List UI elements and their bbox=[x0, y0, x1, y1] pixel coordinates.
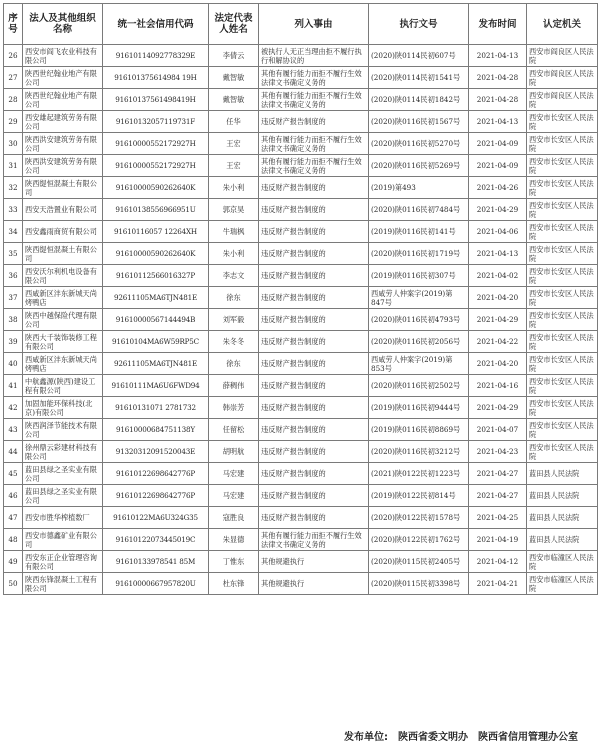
row-index: 50 bbox=[4, 573, 23, 595]
entity-name: 徐州鼎云彩建材科技有限公司 bbox=[23, 441, 103, 463]
row-index: 36 bbox=[4, 265, 23, 287]
publish-date: 2021-04-09 bbox=[469, 155, 527, 177]
credit-code: 91610000552172927H bbox=[103, 133, 209, 155]
credit-code: 91610116057 12264XH bbox=[103, 221, 209, 243]
row-index: 27 bbox=[4, 67, 23, 89]
row-index: 44 bbox=[4, 441, 23, 463]
listing-reason: 违反财产报告制度的 bbox=[259, 331, 369, 353]
doc-number: 西咸劳人仲案字(2019)第847号 bbox=[369, 287, 469, 309]
legal-rep: 朱显德 bbox=[209, 529, 259, 551]
entity-name: 西安市阎飞农业科技有限公司 bbox=[23, 45, 103, 67]
doc-number: (2019)陕0116民初307号 bbox=[369, 265, 469, 287]
listing-reason: 违反财产报告制度的 bbox=[259, 111, 369, 133]
credit-code: 91610122MA6U324G35 bbox=[103, 507, 209, 529]
entity-name: 西安鑫雨商贸有限公司 bbox=[23, 221, 103, 243]
publish-date: 2021-04-29 bbox=[469, 397, 527, 419]
table-row bbox=[4, 111, 598, 133]
listing-reason: 违反财产报告制度的 bbox=[259, 287, 369, 309]
authority: 西安市阎良区人民法院 bbox=[527, 89, 598, 111]
listing-reason: 其他有履行能力而拒不履行生效法律文书确定义务的 bbox=[259, 529, 369, 551]
doc-number: (2020)陕0115民初2405号 bbox=[369, 551, 469, 573]
credit-code: 91610112566016327P bbox=[103, 265, 209, 287]
authority: 西安市长安区人民法院 bbox=[527, 155, 598, 177]
authority: 蓝田县人民法院 bbox=[527, 507, 598, 529]
doc-number: (2020)陕0122民初1578号 bbox=[369, 507, 469, 529]
row-index: 30 bbox=[4, 133, 23, 155]
authority: 蓝田县人民法院 bbox=[527, 529, 598, 551]
publish-date: 2021-04-22 bbox=[469, 331, 527, 353]
legal-rep: 韩崇芳 bbox=[209, 397, 259, 419]
credit-code: 916101375614984 19H bbox=[103, 67, 209, 89]
row-index: 43 bbox=[4, 419, 23, 441]
listing-reason: 违反财产报告制度的 bbox=[259, 485, 369, 507]
credit-code: 91610000590262640K bbox=[103, 243, 209, 265]
authority: 西安市临潼区人民法院 bbox=[527, 551, 598, 573]
header-credit-code: 统一社会信用代码 bbox=[103, 4, 209, 45]
row-index: 31 bbox=[4, 155, 23, 177]
entity-name: 陕西世纪翰业地产有限公司 bbox=[23, 89, 103, 111]
publish-date: 2021-04-20 bbox=[469, 287, 527, 309]
listing-reason: 违反财产报告制度的 bbox=[259, 199, 369, 221]
table-row bbox=[4, 45, 598, 67]
publish-date: 2021-04-06 bbox=[469, 221, 527, 243]
listing-reason: 其他有履行能力而拒不履行生效法律文书确定义务的 bbox=[259, 89, 369, 111]
publish-date: 2021-04-07 bbox=[469, 419, 527, 441]
legal-rep: 戴智敏 bbox=[209, 89, 259, 111]
listing-reason: 违反财产报告制度的 bbox=[259, 221, 369, 243]
legal-rep: 李倩云 bbox=[209, 45, 259, 67]
legal-rep: 马宏建 bbox=[209, 485, 259, 507]
doc-number: (2020)陕0116民初5270号 bbox=[369, 133, 469, 155]
credit-code: 91610137561498419H bbox=[103, 89, 209, 111]
row-index: 33 bbox=[4, 199, 23, 221]
table-row bbox=[4, 375, 598, 397]
entity-name: 陕西大千装饰装修工程有限公司 bbox=[23, 331, 103, 353]
publish-date: 2021-04-29 bbox=[469, 199, 527, 221]
table-row bbox=[4, 507, 598, 529]
publisher-footer bbox=[344, 728, 578, 743]
legal-rep: 徐东 bbox=[209, 353, 259, 375]
doc-number: (2019)陕0122民初814号 bbox=[369, 485, 469, 507]
authority: 西安市长安区人民法院 bbox=[527, 221, 598, 243]
listing-reason: 违反财产报告制度的 bbox=[259, 441, 369, 463]
authority: 西安市长安区人民法院 bbox=[527, 419, 598, 441]
entity-name: 中航鑫源(陕西)建设工程有限公司 bbox=[23, 375, 103, 397]
credit-code: 91610122073445019C bbox=[103, 529, 209, 551]
publish-date: 2021-04-20 bbox=[469, 353, 527, 375]
publish-date: 2021-04-13 bbox=[469, 111, 527, 133]
authority: 西安市阎良区人民法院 bbox=[527, 45, 598, 67]
entity-name: 西安市德鑫矿业有限公司 bbox=[23, 529, 103, 551]
credit-code: 91610114092778329E bbox=[103, 45, 209, 67]
publish-date: 2021-04-29 bbox=[469, 309, 527, 331]
header-entity-name: 法人及其他组织名称 bbox=[23, 4, 103, 45]
authority: 西安市长安区人民法院 bbox=[527, 441, 598, 463]
listing-reason: 其他规避执行 bbox=[259, 551, 369, 573]
legal-rep: 任华 bbox=[209, 111, 259, 133]
credit-code: 91610000567144494B bbox=[103, 309, 209, 331]
header-authority: 认定机关 bbox=[527, 4, 598, 45]
publish-date: 2021-04-23 bbox=[469, 441, 527, 463]
legal-rep: 朱小利 bbox=[209, 177, 259, 199]
publish-date: 2021-04-27 bbox=[469, 463, 527, 485]
publish-date: 2021-04-19 bbox=[469, 529, 527, 551]
legal-rep: 王宏 bbox=[209, 155, 259, 177]
authority: 西安市长安区人民法院 bbox=[527, 353, 598, 375]
header-publish-date: 发布时间 bbox=[469, 4, 527, 45]
doc-number: (2020)陕0116民初5269号 bbox=[369, 155, 469, 177]
authority: 西安市长安区人民法院 bbox=[527, 309, 598, 331]
row-index: 29 bbox=[4, 111, 23, 133]
entity-name: 西安东正企业管理咨询有限公司 bbox=[23, 551, 103, 573]
legal-rep: 李志文 bbox=[209, 265, 259, 287]
publish-date: 2021-04-28 bbox=[469, 67, 527, 89]
publish-date: 2021-04-27 bbox=[469, 485, 527, 507]
entity-name: 西安雄起建筑劳务有限公司 bbox=[23, 111, 103, 133]
row-index: 42 bbox=[4, 397, 23, 419]
table-row bbox=[4, 551, 598, 573]
entity-name: 陕西洪安建筑劳务有限公司 bbox=[23, 133, 103, 155]
authority: 西安市阎良区人民法院 bbox=[527, 67, 598, 89]
publish-date: 2021-04-09 bbox=[469, 133, 527, 155]
table-row bbox=[4, 397, 598, 419]
row-index: 37 bbox=[4, 287, 23, 309]
authority: 西安市长安区人民法院 bbox=[527, 287, 598, 309]
credit-code: 91610104MA6W59RP5C bbox=[103, 331, 209, 353]
entity-name: 陕西润泽节能技术有限公司 bbox=[23, 419, 103, 441]
credit-code: 91610122698642776P bbox=[103, 485, 209, 507]
listing-reason: 其他规避执行 bbox=[259, 573, 369, 595]
publisher-label: 发布单位: bbox=[344, 732, 388, 743]
entity-name: 蓝田县绿之圣实业有限公司 bbox=[23, 485, 103, 507]
publish-date: 2021-04-12 bbox=[469, 551, 527, 573]
authority: 西安市长安区人民法院 bbox=[527, 177, 598, 199]
credit-code: 91610122698642776P bbox=[103, 463, 209, 485]
row-index: 45 bbox=[4, 463, 23, 485]
entity-name: 加固加能环保科技(北京)有限公司 bbox=[23, 397, 103, 419]
authority: 西安市长安区人民法院 bbox=[527, 243, 598, 265]
doc-number: (2019)陕0116民初141号 bbox=[369, 221, 469, 243]
publish-date: 2021-04-28 bbox=[469, 89, 527, 111]
table-row bbox=[4, 353, 598, 375]
listing-reason: 违反财产报告制度的 bbox=[259, 177, 369, 199]
header-reason: 列入事由 bbox=[259, 4, 369, 45]
row-index: 35 bbox=[4, 243, 23, 265]
doc-number: (2021)陕0122民初1223号 bbox=[369, 463, 469, 485]
doc-number: (2020)陕0116民初2056号 bbox=[369, 331, 469, 353]
credit-code: 92611105MA6TJN481E bbox=[103, 353, 209, 375]
authority: 西安市临潼区人民法院 bbox=[527, 573, 598, 595]
doc-number: (2020)陕0114民初1842号 bbox=[369, 89, 469, 111]
legal-rep: 杜东锋 bbox=[209, 573, 259, 595]
legal-rep: 马宏建 bbox=[209, 463, 259, 485]
table-row bbox=[4, 309, 598, 331]
table-row bbox=[4, 331, 598, 353]
doc-number: (2020)陕0116民初2502号 bbox=[369, 375, 469, 397]
row-index: 28 bbox=[4, 89, 23, 111]
legal-rep: 任留松 bbox=[209, 419, 259, 441]
credit-code: 91320312091520043E bbox=[103, 441, 209, 463]
legal-rep: 王宏 bbox=[209, 133, 259, 155]
entity-name: 西咸新区沣东新城天尚烤鸭店 bbox=[23, 353, 103, 375]
row-index: 34 bbox=[4, 221, 23, 243]
table-row bbox=[4, 133, 598, 155]
listing-reason: 违反财产报告制度的 bbox=[259, 243, 369, 265]
legal-rep: 薛稠伟 bbox=[209, 375, 259, 397]
row-index: 32 bbox=[4, 177, 23, 199]
authority: 蓝田县人民法院 bbox=[527, 485, 598, 507]
table-row bbox=[4, 67, 598, 89]
doc-number: (2020)陕0122民初1762号 bbox=[369, 529, 469, 551]
entity-name: 陕西东锋混凝土工程有限公司 bbox=[23, 573, 103, 595]
entity-name: 西咸新区沣东新城天尚烤鸭店 bbox=[23, 287, 103, 309]
listing-reason: 被执行人无正当理由拒不履行执行和解协议的 bbox=[259, 45, 369, 67]
doc-number: (2019)第493 bbox=[369, 177, 469, 199]
credit-code: 91610133978541 85M bbox=[103, 551, 209, 573]
entity-name: 陕西缇恒混凝土有限公司 bbox=[23, 243, 103, 265]
listing-reason: 违反财产报告制度的 bbox=[259, 419, 369, 441]
table-row bbox=[4, 243, 598, 265]
table-row bbox=[4, 485, 598, 507]
table-header-row bbox=[4, 4, 598, 45]
credit-code: 91610132057119731F bbox=[103, 111, 209, 133]
credit-code: 91610000590262640K bbox=[103, 177, 209, 199]
authority: 西安市长安区人民法院 bbox=[527, 265, 598, 287]
legal-rep: 戴智敏 bbox=[209, 67, 259, 89]
table-body bbox=[4, 45, 598, 595]
listing-reason: 违反财产报告制度的 bbox=[259, 397, 369, 419]
listing-reason: 其他有履行能力而拒不履行生效法律文书确定义务的 bbox=[259, 155, 369, 177]
publish-date: 2021-04-02 bbox=[469, 265, 527, 287]
credit-code: 91610000684751138Y bbox=[103, 419, 209, 441]
table-row bbox=[4, 573, 598, 595]
doc-number: (2020)陕0116民初3212号 bbox=[369, 441, 469, 463]
table-row bbox=[4, 463, 598, 485]
authority: 西安市长安区人民法院 bbox=[527, 133, 598, 155]
doc-number: (2020)陕0114民初607号 bbox=[369, 45, 469, 67]
legal-rep: 寇胜良 bbox=[209, 507, 259, 529]
doc-number: (2020)陕0114民初1541号 bbox=[369, 67, 469, 89]
credit-code: 91610138556966951U bbox=[103, 199, 209, 221]
authority: 西安市长安区人民法院 bbox=[527, 397, 598, 419]
row-index: 39 bbox=[4, 331, 23, 353]
entity-name: 陕西中越保险代理有限公司 bbox=[23, 309, 103, 331]
listing-reason: 违反财产报告制度的 bbox=[259, 353, 369, 375]
row-index: 26 bbox=[4, 45, 23, 67]
credit-code: 91610000667957820U bbox=[103, 573, 209, 595]
table-row bbox=[4, 199, 598, 221]
publish-date: 2021-04-21 bbox=[469, 573, 527, 595]
legal-rep: 刘军毅 bbox=[209, 309, 259, 331]
table-row bbox=[4, 441, 598, 463]
legal-rep: 朱冬冬 bbox=[209, 331, 259, 353]
authority: 西安市长安区人民法院 bbox=[527, 331, 598, 353]
credit-code: 92611105MA6TJN481E bbox=[103, 287, 209, 309]
authority: 西安市长安区人民法院 bbox=[527, 375, 598, 397]
header-index: 序号 bbox=[4, 4, 23, 45]
legal-rep: 胡明航 bbox=[209, 441, 259, 463]
doc-number: (2020)陕0116民初1567号 bbox=[369, 111, 469, 133]
row-index: 40 bbox=[4, 353, 23, 375]
authority: 蓝田县人民法院 bbox=[527, 463, 598, 485]
listing-reason: 违反财产报告制度的 bbox=[259, 265, 369, 287]
listing-reason: 违反财产报告制度的 bbox=[259, 463, 369, 485]
doc-number: (2019)陕0116民初8869号 bbox=[369, 419, 469, 441]
doc-number: 西咸劳人仲案字(2019)第853号 bbox=[369, 353, 469, 375]
table-row bbox=[4, 419, 598, 441]
doc-number: (2020)陕0116民初1719号 bbox=[369, 243, 469, 265]
row-index: 48 bbox=[4, 529, 23, 551]
table-row bbox=[4, 89, 598, 111]
legal-rep: 郭京昊 bbox=[209, 199, 259, 221]
publish-date: 2021-04-13 bbox=[469, 45, 527, 67]
legal-rep: 丁惟东 bbox=[209, 551, 259, 573]
table-row bbox=[4, 177, 598, 199]
credit-list-table bbox=[3, 3, 598, 595]
table-row bbox=[4, 155, 598, 177]
row-index: 38 bbox=[4, 309, 23, 331]
entity-name: 西安天浩置业有限公司 bbox=[23, 199, 103, 221]
legal-rep: 牛瑞枫 bbox=[209, 221, 259, 243]
listing-reason: 违反财产报告制度的 bbox=[259, 507, 369, 529]
doc-number: (2020)陕0115民初3398号 bbox=[369, 573, 469, 595]
publisher-org-1: 陕西省委文明办 bbox=[398, 732, 468, 743]
entity-name: 西安市胜华榨植数厂 bbox=[23, 507, 103, 529]
entity-name: 陕西缇恒混凝土有限公司 bbox=[23, 177, 103, 199]
row-index: 46 bbox=[4, 485, 23, 507]
publish-date: 2021-04-25 bbox=[469, 507, 527, 529]
publisher-org-2: 陕西省信用管理办公室 bbox=[478, 732, 578, 743]
table-row bbox=[4, 529, 598, 551]
authority: 西安市长安区人民法院 bbox=[527, 199, 598, 221]
table-row bbox=[4, 221, 598, 243]
listing-reason: 其他有履行能力而拒不履行生效法律文书确定义务的 bbox=[259, 133, 369, 155]
table-row bbox=[4, 287, 598, 309]
header-legal-rep: 法定代表人姓名 bbox=[209, 4, 259, 45]
header-doc-number: 执行文号 bbox=[369, 4, 469, 45]
row-index: 41 bbox=[4, 375, 23, 397]
entity-name: 陕西洪安建筑劳务有限公司 bbox=[23, 155, 103, 177]
authority: 西安市长安区人民法院 bbox=[527, 111, 598, 133]
listing-reason: 违反财产报告制度的 bbox=[259, 375, 369, 397]
doc-number: (2019)陕0116民初9444号 bbox=[369, 397, 469, 419]
row-index: 49 bbox=[4, 551, 23, 573]
credit-code: 91610000552172927H bbox=[103, 155, 209, 177]
table-row bbox=[4, 265, 598, 287]
listing-reason: 其他有履行能力而拒不履行生效法律文书确定义务的 bbox=[259, 67, 369, 89]
legal-rep: 徐东 bbox=[209, 287, 259, 309]
row-index: 47 bbox=[4, 507, 23, 529]
credit-code: 91610111MA6U6FWD94 bbox=[103, 375, 209, 397]
publish-date: 2021-04-16 bbox=[469, 375, 527, 397]
doc-number: (2020)陕0116民初7484号 bbox=[369, 199, 469, 221]
entity-name: 蓝田县绿之圣实业有限公司 bbox=[23, 463, 103, 485]
listing-reason: 违反财产报告制度的 bbox=[259, 309, 369, 331]
publish-date: 2021-04-13 bbox=[469, 243, 527, 265]
legal-rep: 朱小利 bbox=[209, 243, 259, 265]
doc-number: (2020)陕0116民初4793号 bbox=[369, 309, 469, 331]
publish-date: 2021-04-26 bbox=[469, 177, 527, 199]
entity-name: 西安沃尔利机电设备有限公司 bbox=[23, 265, 103, 287]
entity-name: 陕西世纪翰业地产有限公司 bbox=[23, 67, 103, 89]
credit-code: 91610131071 2781732 bbox=[103, 397, 209, 419]
